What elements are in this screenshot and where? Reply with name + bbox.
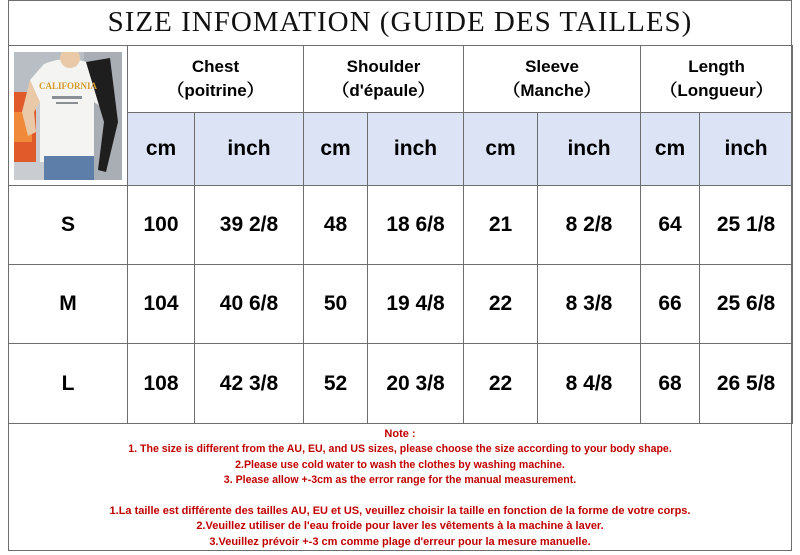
unit-cm: cm xyxy=(304,113,368,186)
unit-cm: cm xyxy=(641,113,700,186)
table-cell: 100 xyxy=(128,186,195,265)
note-fr-1: 1.La taille est différente des tailles AU, EU et US, veuillez choisir la taille en fonction de la forme de votre corps. xyxy=(109,505,691,518)
table-cell: 52 xyxy=(304,344,368,424)
table-cell: 8 4/8 xyxy=(538,344,641,424)
table-cell: 22 xyxy=(464,265,538,344)
table-cell: 42 3/8 xyxy=(195,344,304,424)
table-row xyxy=(9,186,793,265)
table-cell: 64 xyxy=(641,186,700,265)
page-title: SIZE INFOMATION (GUIDE DES TAILLES) xyxy=(107,6,693,38)
unit-cm: cm xyxy=(128,113,195,186)
table-cell: 104 xyxy=(128,265,195,344)
unit-inch: inch xyxy=(368,113,464,186)
unit-inch: inch xyxy=(538,113,641,186)
table-cell: 20 3/8 xyxy=(368,344,464,424)
table-cell: 25 1/8 xyxy=(700,186,793,265)
header-length: Length （Longueur） xyxy=(641,46,793,113)
note-fr-2: 2.Veuillez utiliser de l'eau froide pour laver les vêtements à la machine à laver. xyxy=(196,520,604,533)
table-cell: 19 4/8 xyxy=(368,265,464,344)
size-label: M xyxy=(9,265,128,344)
table-row xyxy=(9,344,793,424)
note-fr-3: 3.Veuillez prévoir +-3 cm comme plage d'erreur pour la mesure manuelle. xyxy=(209,535,591,548)
table-cell: 21 xyxy=(464,186,538,265)
table-cell: 48 xyxy=(304,186,368,265)
table-cell: 108 xyxy=(128,344,195,424)
table-cell: 25 6/8 xyxy=(700,265,793,344)
header-sleeve: Sleeve （Manche） xyxy=(464,46,641,113)
table-row xyxy=(9,265,793,344)
table-cell: 68 xyxy=(641,344,700,424)
table-cell: 8 3/8 xyxy=(538,265,641,344)
table-cell: 39 2/8 xyxy=(195,186,304,265)
unit-inch: inch xyxy=(195,113,304,186)
size-label: S xyxy=(9,186,128,265)
unit-inch: inch xyxy=(700,113,793,186)
product-photo xyxy=(14,52,122,180)
header-chest: Chest （poitrine） xyxy=(128,46,304,113)
table-cell: 22 xyxy=(464,344,538,424)
note-en-3: 3. Please allow +-3cm as the error range for the manual measurement. xyxy=(223,473,577,486)
header-shoulder: Shoulder （d'épaule） xyxy=(304,46,464,113)
unit-cm: cm xyxy=(464,113,538,186)
table-cell: 50 xyxy=(304,265,368,344)
table-cell: 40 6/8 xyxy=(195,265,304,344)
note-en-2: 2.Please use cold water to wash the clothes by washing machine. xyxy=(235,458,565,471)
table-cell: 8 2/8 xyxy=(538,186,641,265)
notes-section xyxy=(8,423,792,551)
size-table xyxy=(8,45,793,424)
size-label: L xyxy=(9,344,128,424)
notes-title: Note : xyxy=(384,428,416,440)
shirt-print: CALIFORNIA xyxy=(38,80,98,91)
product-photo-cell xyxy=(9,46,128,186)
table-cell: 66 xyxy=(641,265,700,344)
note-en-1: 1. The size is different from the AU, EU, and US sizes, please choose the size according to your body shape. xyxy=(128,443,672,456)
header-row xyxy=(9,46,793,113)
table-cell: 26 5/8 xyxy=(700,344,793,424)
table-cell: 18 6/8 xyxy=(368,186,464,265)
